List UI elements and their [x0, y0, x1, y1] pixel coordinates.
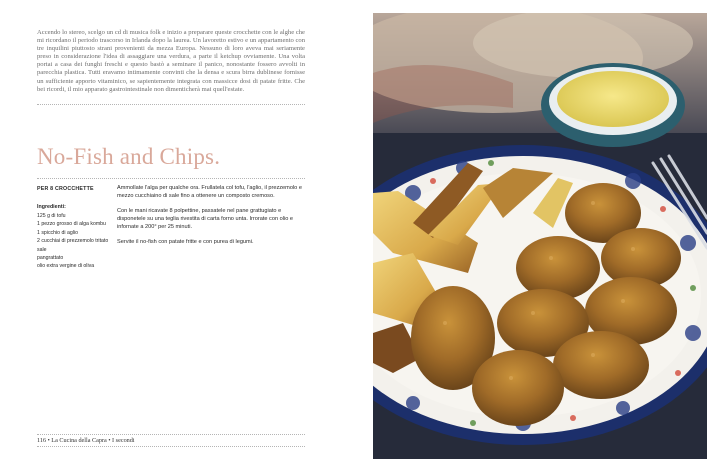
food-photo-illustration	[373, 13, 707, 459]
method-column	[117, 185, 305, 254]
ingredients-list	[37, 212, 113, 271]
ingredient-item: pangrattato	[37, 255, 64, 262]
ingredients-heading: Ingredienti:	[37, 204, 66, 210]
divider-top	[37, 104, 305, 105]
yield-label: PER 8 CROCCHETTE	[37, 186, 94, 192]
divider-title	[37, 178, 305, 179]
food-photo	[373, 13, 707, 459]
ingredient-item: 2 cucchiai di prezzemolo tritato	[37, 238, 109, 245]
method-step: Con le mani ricavate 8 polpettine, passatele nel pane grattugiato e disponetele su una teglia rivestita di carta forno unta. Irrorate con olio e infornate a 200° per 25 minuti.	[117, 208, 293, 230]
method-step: Servite il no-fish con patate fritte e con purea di legumi.	[117, 238, 254, 245]
method-step: Ammollate l'alga per qualche ora. Frullatela col tofu, l'aglio, il prezzemolo e mezzo cucchiaino di sale fino a ottenere un composto cremoso.	[117, 185, 302, 199]
page-footer: 116 • La Cucina della Capra • I secondi	[37, 437, 135, 444]
recipe-title: No-Fish and Chips.	[37, 144, 221, 169]
divider-footer-top	[37, 434, 305, 435]
ingredient-item: 1 pezzo grosso di alga kombu	[37, 221, 106, 228]
intro-paragraph: Accendo lo stereo, scelgo un cd di musica folk e inizio a preparare queste crocchette con le alghe che mi ricordano il periodo trascorso in Irlanda dopo la laurea. Un lavoretto estivo e un appartamento con tre inquilini piuttosto strani provenienti da mezza Europa. Nessuno di loro aveva mai seriamente preso in considerazione l'idea di assaggiare una verdura, a parte il ketchup ovviamente. Una volta portai a casa dei funghi freschi e questo bastò a seminare il panico, nonostante fossero avvolti in parecchia plastica. Tutti eravamo intimamente convinti che la densa e scura birra dublinese fornisse un sufficiente apporto vitaminico, se sapientemente integrata con massicce dosi di patate fritte. Che bei ricordi, il mio apparato gastrointestinale non dimenticherà mai quell'estate.	[37, 29, 305, 93]
ingredients-column	[37, 186, 113, 271]
divider-footer-bottom	[37, 446, 305, 447]
ingredient-item: sale	[37, 246, 47, 253]
ingredient-item: 125 g di tofu	[37, 213, 66, 219]
ingredient-item: 1 spicchio di aglio	[37, 229, 78, 236]
ingredient-item: olio extra vergine di oliva	[37, 263, 95, 270]
